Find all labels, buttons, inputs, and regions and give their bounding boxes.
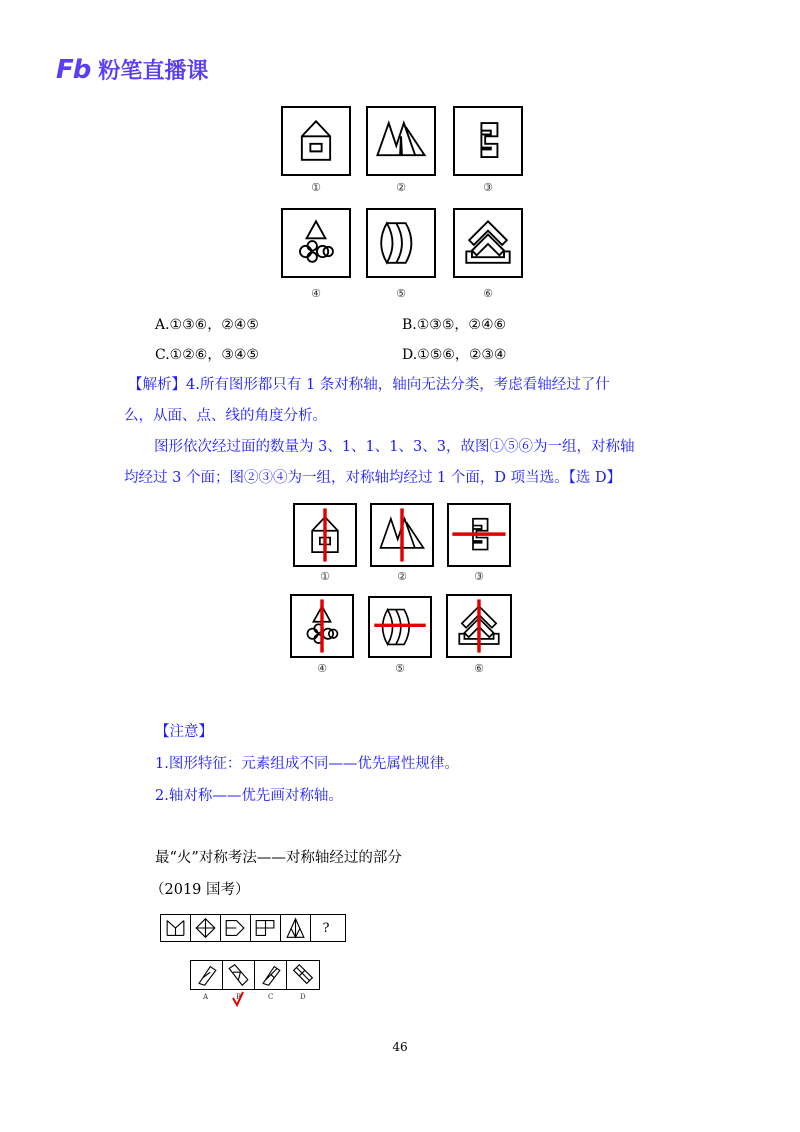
figure-2-label: ② — [397, 570, 407, 583]
analysis-line-3: 图形依次经过面的数量为 3、1、1、1、3、3，故图①⑤⑥为一组，对称轴 — [154, 439, 635, 455]
figure-2-6 — [446, 594, 512, 658]
figure-1-2 — [366, 106, 436, 176]
option-d: D.①⑤⑥，②③④ — [402, 347, 507, 363]
figure-2-4 — [290, 594, 354, 658]
figure-1-label: ② — [396, 181, 406, 194]
figure-2-label: ⑤ — [395, 662, 405, 675]
answer-choices — [190, 960, 320, 990]
analysis-line-1: 【解析】4.所有图形都只有 1 条对称轴，轴向无法分类，考虑看轴经过了什 — [128, 377, 610, 393]
analysis-line-2: 么，从面、点、线的角度分析。 — [124, 408, 327, 424]
sequence-figure-3 — [221, 915, 251, 941]
figure-1-3 — [453, 106, 523, 176]
figure-1-label: ⑤ — [396, 287, 406, 300]
logo-mark: Fb — [56, 54, 91, 85]
figure-1-1 — [281, 106, 351, 176]
notes-item-1: 1.图形特征：元素组成不同——优先属性规律。 — [155, 756, 459, 772]
figure-2-1 — [293, 503, 357, 567]
question-sequence — [160, 914, 346, 942]
choice-figure-a — [191, 961, 223, 989]
choice-label-b: B — [236, 993, 242, 1001]
figure-2-label: ③ — [474, 570, 484, 583]
figure-2-2 — [370, 503, 434, 567]
choice-label-a: A — [203, 993, 209, 1001]
figure-2-3 — [447, 503, 511, 567]
figure-2-label: ④ — [317, 662, 327, 675]
option-a: A.①③⑥，②④⑤ — [155, 317, 259, 333]
section-source: （2019 国考） — [150, 882, 250, 898]
choice-figure-d — [287, 961, 319, 989]
logo-text: 粉笔直播课 — [98, 59, 209, 84]
brand-logo — [56, 54, 208, 85]
figure-1-5 — [366, 208, 436, 278]
figure-1-label: ③ — [483, 181, 493, 194]
choice-figure-c — [255, 961, 287, 989]
sequence-question-cell — [311, 915, 341, 941]
sequence-figure-2 — [191, 915, 221, 941]
choice-figure-b — [223, 961, 255, 989]
choice-label-c: C — [268, 993, 274, 1001]
red-check-mark-icon — [230, 990, 246, 1008]
sequence-figure-5 — [281, 915, 311, 941]
section-title: 最“火”对称考法——对称轴经过的部分 — [155, 850, 402, 866]
figure-2-label: ① — [320, 570, 330, 583]
figure-1-4 — [281, 208, 351, 278]
figure-1-label: ① — [311, 181, 321, 194]
page-number: 46 — [392, 1040, 408, 1054]
figure-2-label: ⑥ — [474, 662, 484, 675]
figure-2-5 — [368, 596, 432, 658]
option-c: C.①②⑥，③④⑤ — [155, 347, 259, 363]
notes-title: 【注意】 — [155, 724, 213, 740]
sequence-figure-4 — [251, 915, 281, 941]
figure-1-6 — [453, 208, 523, 278]
figure-1-label: ④ — [311, 287, 321, 300]
question-mark: ? — [322, 920, 330, 936]
choice-label-d: D — [300, 993, 306, 1001]
figure-1-label: ⑥ — [483, 287, 493, 300]
sequence-figure-1 — [161, 915, 191, 941]
option-b: B.①③⑤，②④⑥ — [402, 317, 507, 333]
notes-item-2: 2.轴对称——优先画对称轴。 — [155, 788, 343, 804]
analysis-line-4: 均经过 3 个面；图②③④为一组，对称轴均经过 1 个面，D 项当选。【选 D】 — [124, 470, 622, 486]
